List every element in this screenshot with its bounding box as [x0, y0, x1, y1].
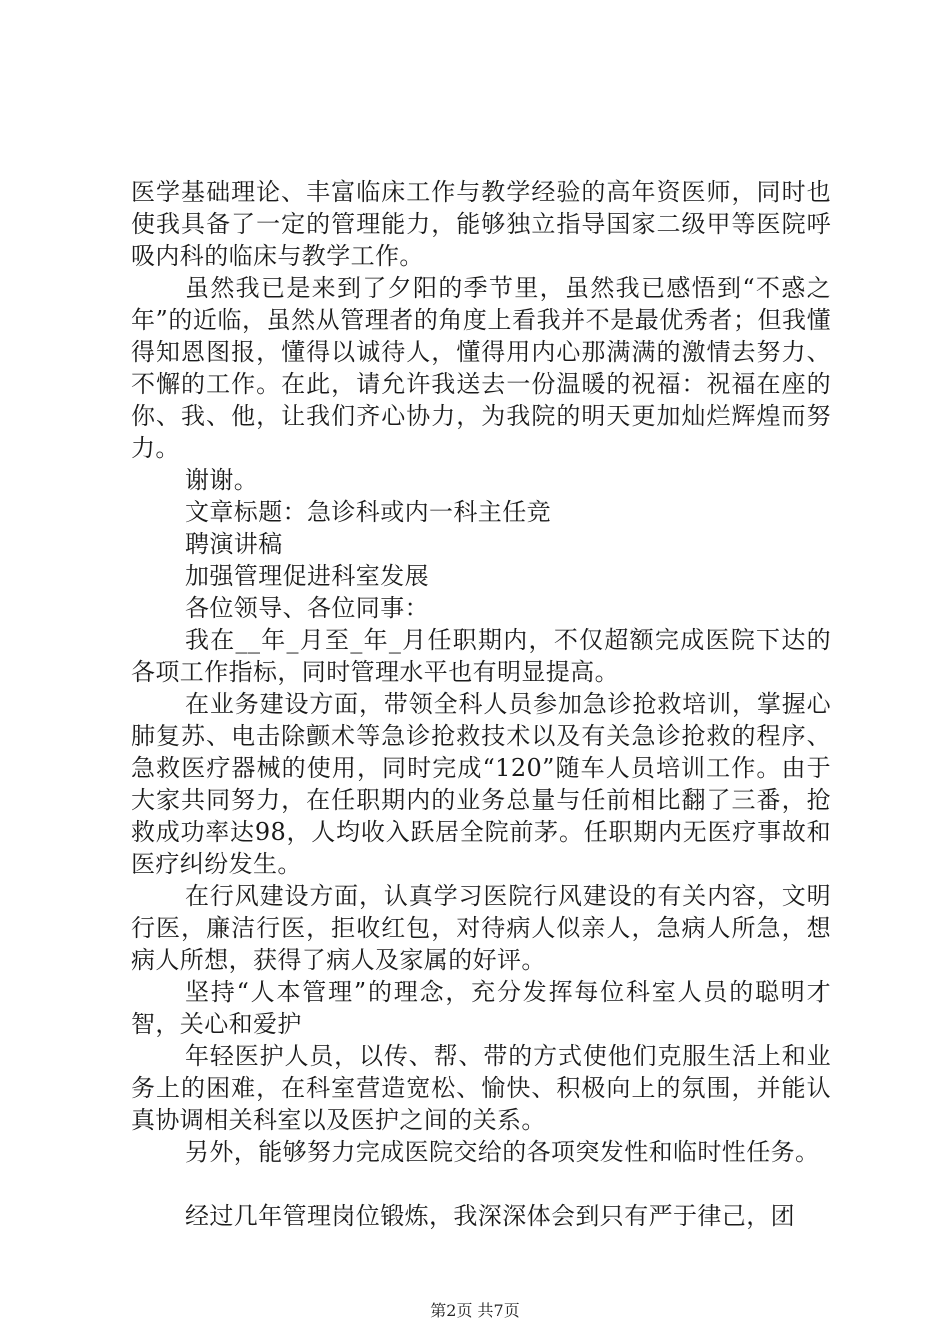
- article-title-line-2: 聘演讲稿: [185, 530, 283, 558]
- article-title-line-1: 文章标题：急诊科或内一科主任竞: [185, 498, 551, 526]
- paragraph-blessing: 虽然我已是来到了夕阳的季节里，虽然我已感悟到“不惑之年”的近临，虽然从管理者的角度上看我并不是最优秀者；但我懂得知恩图报，懂得以诚待人，懂得用内心那满满的激情去努力、不懈的工作。在此，请允许我送去一份温暖的祝福：祝福在座的你、我、他，让我们齐心协力，为我院的明天更加灿烂辉煌而努力。: [131, 274, 831, 462]
- page-number: 第2页 共7页: [430, 1301, 520, 1320]
- salutation: 各位领导、各位同事：: [185, 594, 429, 622]
- paragraph-staff: 年轻医护人员，以传、帮、带的方式使他们克服生活上和业务上的困难，在科室营造宽松、愉快、积极向上的氛围，并能认真协调相关科室以及医护之间的关系。: [131, 1042, 831, 1134]
- paragraph-tasks: 另外，能够努力完成医院交给的各项突发性和临时性任务。: [185, 1138, 820, 1166]
- paragraph-conduct: 在行风建设方面，认真学习医院行风建设的有关内容，文明行医，廉洁行医，拒收红包，对待病人似亲人，急病人所急，想病人所想，获得了病人及家属的好评。: [131, 882, 831, 974]
- speech-heading: 加强管理促进科室发展: [185, 562, 429, 590]
- document-body: [131, 176, 831, 1232]
- paragraph-experience: 经过几年管理岗位锻炼，我深深体会到只有严于律己，团: [185, 1202, 795, 1230]
- paragraph-management: 坚持“人本管理”的理念，充分发挥每位科室人员的聪明才智，关心和爱护: [131, 978, 831, 1038]
- paragraph-business: 在业务建设方面，带领全科人员参加急诊抢救培训，掌握心肺复苏、电击除颤术等急诊抢救技术以及有关急诊抢救的程序、急救医疗器械的使用，同时完成“120”随车人员培训工作。由于大家共同努力，在任职期内的业务总量与任前相比翻了三番，抢救成功率达98，人均收入跃居全院前茅。任职期内无医疗事故和医疗纠纷发生。: [131, 690, 831, 878]
- paragraph-continuation: 医学基础理论、丰富临床工作与教学经验的高年资医师，同时也使我具备了一定的管理能力，能够独立指导国家二级甲等医院呼吸内科的临床与教学工作。: [131, 178, 831, 270]
- paragraph-tenure: 我在__年_月至_年_月任职期内，不仅超额完成医院下达的各项工作指标，同时管理水平也有明显提高。: [131, 626, 831, 686]
- paragraph-thanks: 谢谢。: [185, 466, 259, 494]
